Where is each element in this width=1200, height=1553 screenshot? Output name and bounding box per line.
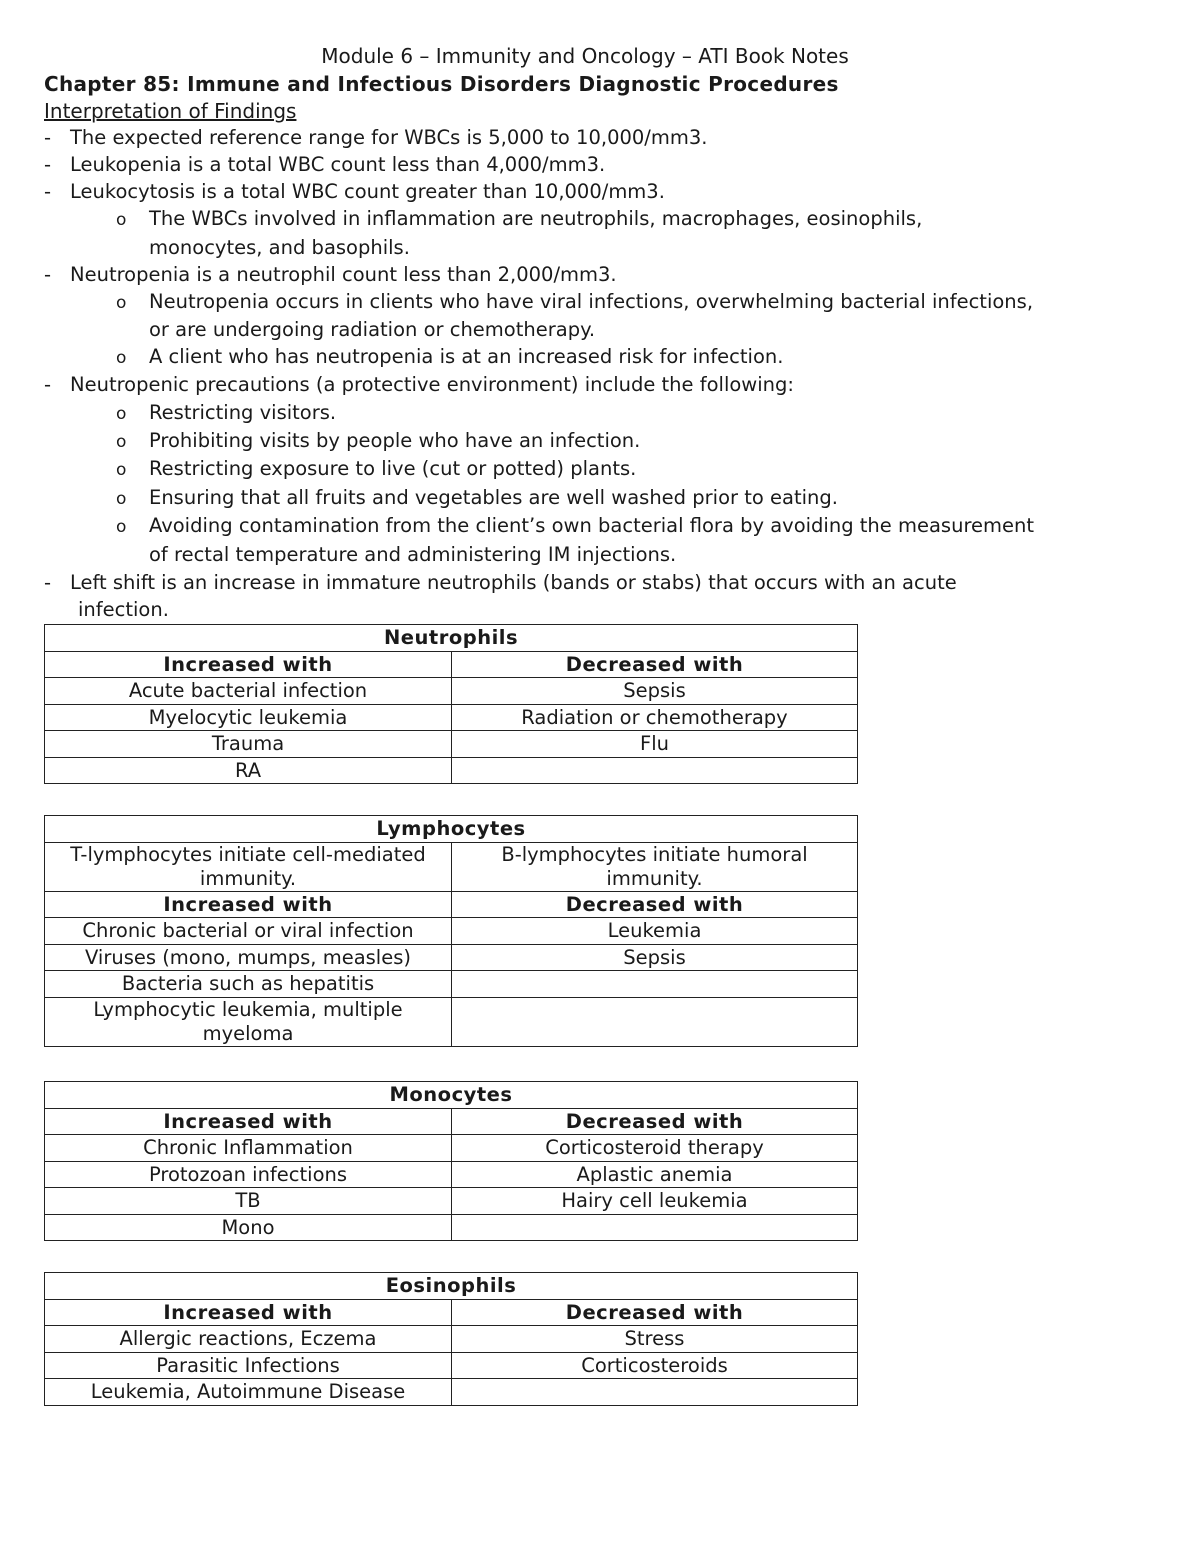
bullet-left-shift: Left shift is an increase in immature neutrophils (bands or stabs) that occurs with an acute	[70, 571, 957, 594]
table-cell	[452, 757, 858, 784]
sub-bullet-wbcs-inflammation: The WBCs involved in inflammation are neutrophils, macrophages, eosinophils,	[149, 207, 923, 230]
table-cell: Chronic Inflammation	[45, 1135, 452, 1162]
bullet-precautions: Neutropenic precautions (a protective environment) include the following:	[70, 373, 794, 396]
table-title: Eosinophils	[45, 1273, 858, 1300]
sub-bullet-precaution: Prohibiting visits by people who have an infection.	[149, 429, 641, 452]
table-row	[45, 1352, 858, 1379]
table-row	[45, 757, 858, 784]
bullet-marker: -	[44, 263, 52, 286]
table-row	[45, 1188, 858, 1215]
table-cell: Myelocytic leukemia	[45, 704, 452, 731]
table-cell: Leukemia	[452, 918, 858, 945]
column-header-increased: Increased with	[45, 1299, 452, 1326]
sub-bullet-continuation: monocytes, and basophils.	[149, 236, 410, 259]
table-row	[45, 704, 858, 731]
column-header-increased: Increased with	[45, 891, 452, 918]
table-cell	[452, 997, 858, 1046]
table-cell: Hairy cell leukemia	[452, 1188, 858, 1215]
sub-bullet-neutropenia-causes: Neutropenia occurs in clients who have viral infections, overwhelming bacterial infections,	[149, 290, 1034, 313]
sub-bullet-marker: o	[116, 404, 127, 424]
sub-bullet-precaution: Avoiding contamination from the client’s own bacterial flora by avoiding the measurement	[149, 514, 1035, 537]
bullet-marker: -	[44, 571, 52, 594]
table-row	[45, 1326, 858, 1353]
sub-bullet-precaution: Ensuring that all fruits and vegetables are well washed prior to eating.	[149, 486, 838, 509]
neutrophils-table	[44, 624, 858, 784]
table-cell: Corticosteroid therapy	[452, 1135, 858, 1162]
table-title: Neutrophils	[45, 625, 858, 652]
column-header-decreased: Decreased with	[452, 891, 858, 918]
table-cell: Corticosteroids	[452, 1352, 858, 1379]
table-row	[45, 997, 858, 1046]
column-header-increased: Increased with	[45, 1108, 452, 1135]
table-cell	[452, 1214, 858, 1241]
sub-bullet-marker: o	[116, 432, 127, 452]
bullet-leukocytosis: Leukocytosis is a total WBC count greater than 10,000/mm3.	[70, 180, 665, 203]
bullet-marker: -	[44, 373, 52, 396]
table-cell: TB	[45, 1188, 452, 1215]
table-cell	[452, 971, 858, 998]
bullet-marker: -	[44, 126, 52, 149]
bullet-marker: -	[44, 180, 52, 203]
table-cell: Sepsis	[452, 944, 858, 971]
table-cell: Sepsis	[452, 678, 858, 705]
table-cell: Leukemia, Autoimmune Disease	[45, 1379, 452, 1406]
sub-bullet-precaution: Restricting exposure to live (cut or potted) plants.	[149, 457, 637, 480]
sub-bullet-neutropenia-risk: A client who has neutropenia is at an increased risk for infection.	[149, 345, 784, 368]
bullet-leukopenia: Leukopenia is a total WBC count less than 4,000/mm3.	[70, 153, 606, 176]
table-cell: Mono	[45, 1214, 452, 1241]
monocytes-table	[44, 1081, 858, 1241]
sub-bullet-marker: o	[116, 517, 127, 537]
column-header-decreased: Decreased with	[452, 651, 858, 678]
page-header: Module 6 – Immunity and Oncology – ATI Book Notes	[321, 44, 849, 68]
column-header-increased: Increased with	[45, 651, 452, 678]
eosinophils-table	[44, 1272, 858, 1406]
sub-bullet-marker: o	[116, 293, 127, 313]
bullet-marker: -	[44, 153, 52, 176]
table-cell: Flu	[452, 731, 858, 758]
table-title: Lymphocytes	[45, 816, 858, 843]
column-header-decreased: Decreased with	[452, 1108, 858, 1135]
sub-bullet-marker: o	[116, 348, 127, 368]
table-cell: Stress	[452, 1326, 858, 1353]
table-row	[45, 971, 858, 998]
sub-bullet-continuation: of rectal temperature and administering IM injections.	[149, 543, 677, 566]
table-cell: T-lymphocytes initiate cell-mediated immunity.	[45, 842, 452, 891]
table-row	[45, 731, 858, 758]
table-row	[45, 1379, 858, 1406]
table-row	[45, 678, 858, 705]
table-cell: Protozoan infections	[45, 1161, 452, 1188]
table-row	[45, 1161, 858, 1188]
table-row	[45, 1135, 858, 1162]
chapter-title: Chapter 85: Immune and Infectious Disorders Diagnostic Procedures	[44, 72, 839, 96]
table-cell	[452, 1379, 858, 1406]
table-row	[45, 1214, 858, 1241]
table-row	[45, 918, 858, 945]
table-row	[45, 842, 858, 891]
sub-bullet-continuation: or are undergoing radiation or chemotherapy.	[149, 318, 596, 341]
section-heading: Interpretation of Findings	[44, 99, 297, 123]
sub-bullet-marker: o	[116, 489, 127, 509]
table-cell: Aplastic anemia	[452, 1161, 858, 1188]
table-row	[45, 944, 858, 971]
sub-bullet-marker: o	[116, 210, 127, 230]
table-cell: Chronic bacterial or viral infection	[45, 918, 452, 945]
bullet-continuation: infection.	[78, 598, 169, 621]
table-cell: Parasitic Infections	[45, 1352, 452, 1379]
table-cell: Viruses (mono, mumps, measles)	[45, 944, 452, 971]
table-cell: Bacteria such as hepatitis	[45, 971, 452, 998]
table-cell: B-lymphocytes initiate humoral immunity.	[452, 842, 858, 891]
table-cell: Acute bacterial infection	[45, 678, 452, 705]
sub-bullet-marker: o	[116, 460, 127, 480]
table-cell: RA	[45, 757, 452, 784]
table-cell: Lymphocytic leukemia, multiple myeloma	[45, 997, 452, 1046]
bullet-neutropenia: Neutropenia is a neutrophil count less than 2,000/mm3.	[70, 263, 617, 286]
bullet-reference-range: The expected reference range for WBCs is 5,000 to 10,000/mm3.	[70, 126, 708, 149]
table-cell: Radiation or chemotherapy	[452, 704, 858, 731]
sub-bullet-precaution: Restricting visitors.	[149, 401, 337, 424]
column-header-decreased: Decreased with	[452, 1299, 858, 1326]
table-cell: Allergic reactions, Eczema	[45, 1326, 452, 1353]
table-cell: Trauma	[45, 731, 452, 758]
lymphocytes-table	[44, 815, 858, 1047]
table-title: Monocytes	[45, 1082, 858, 1109]
